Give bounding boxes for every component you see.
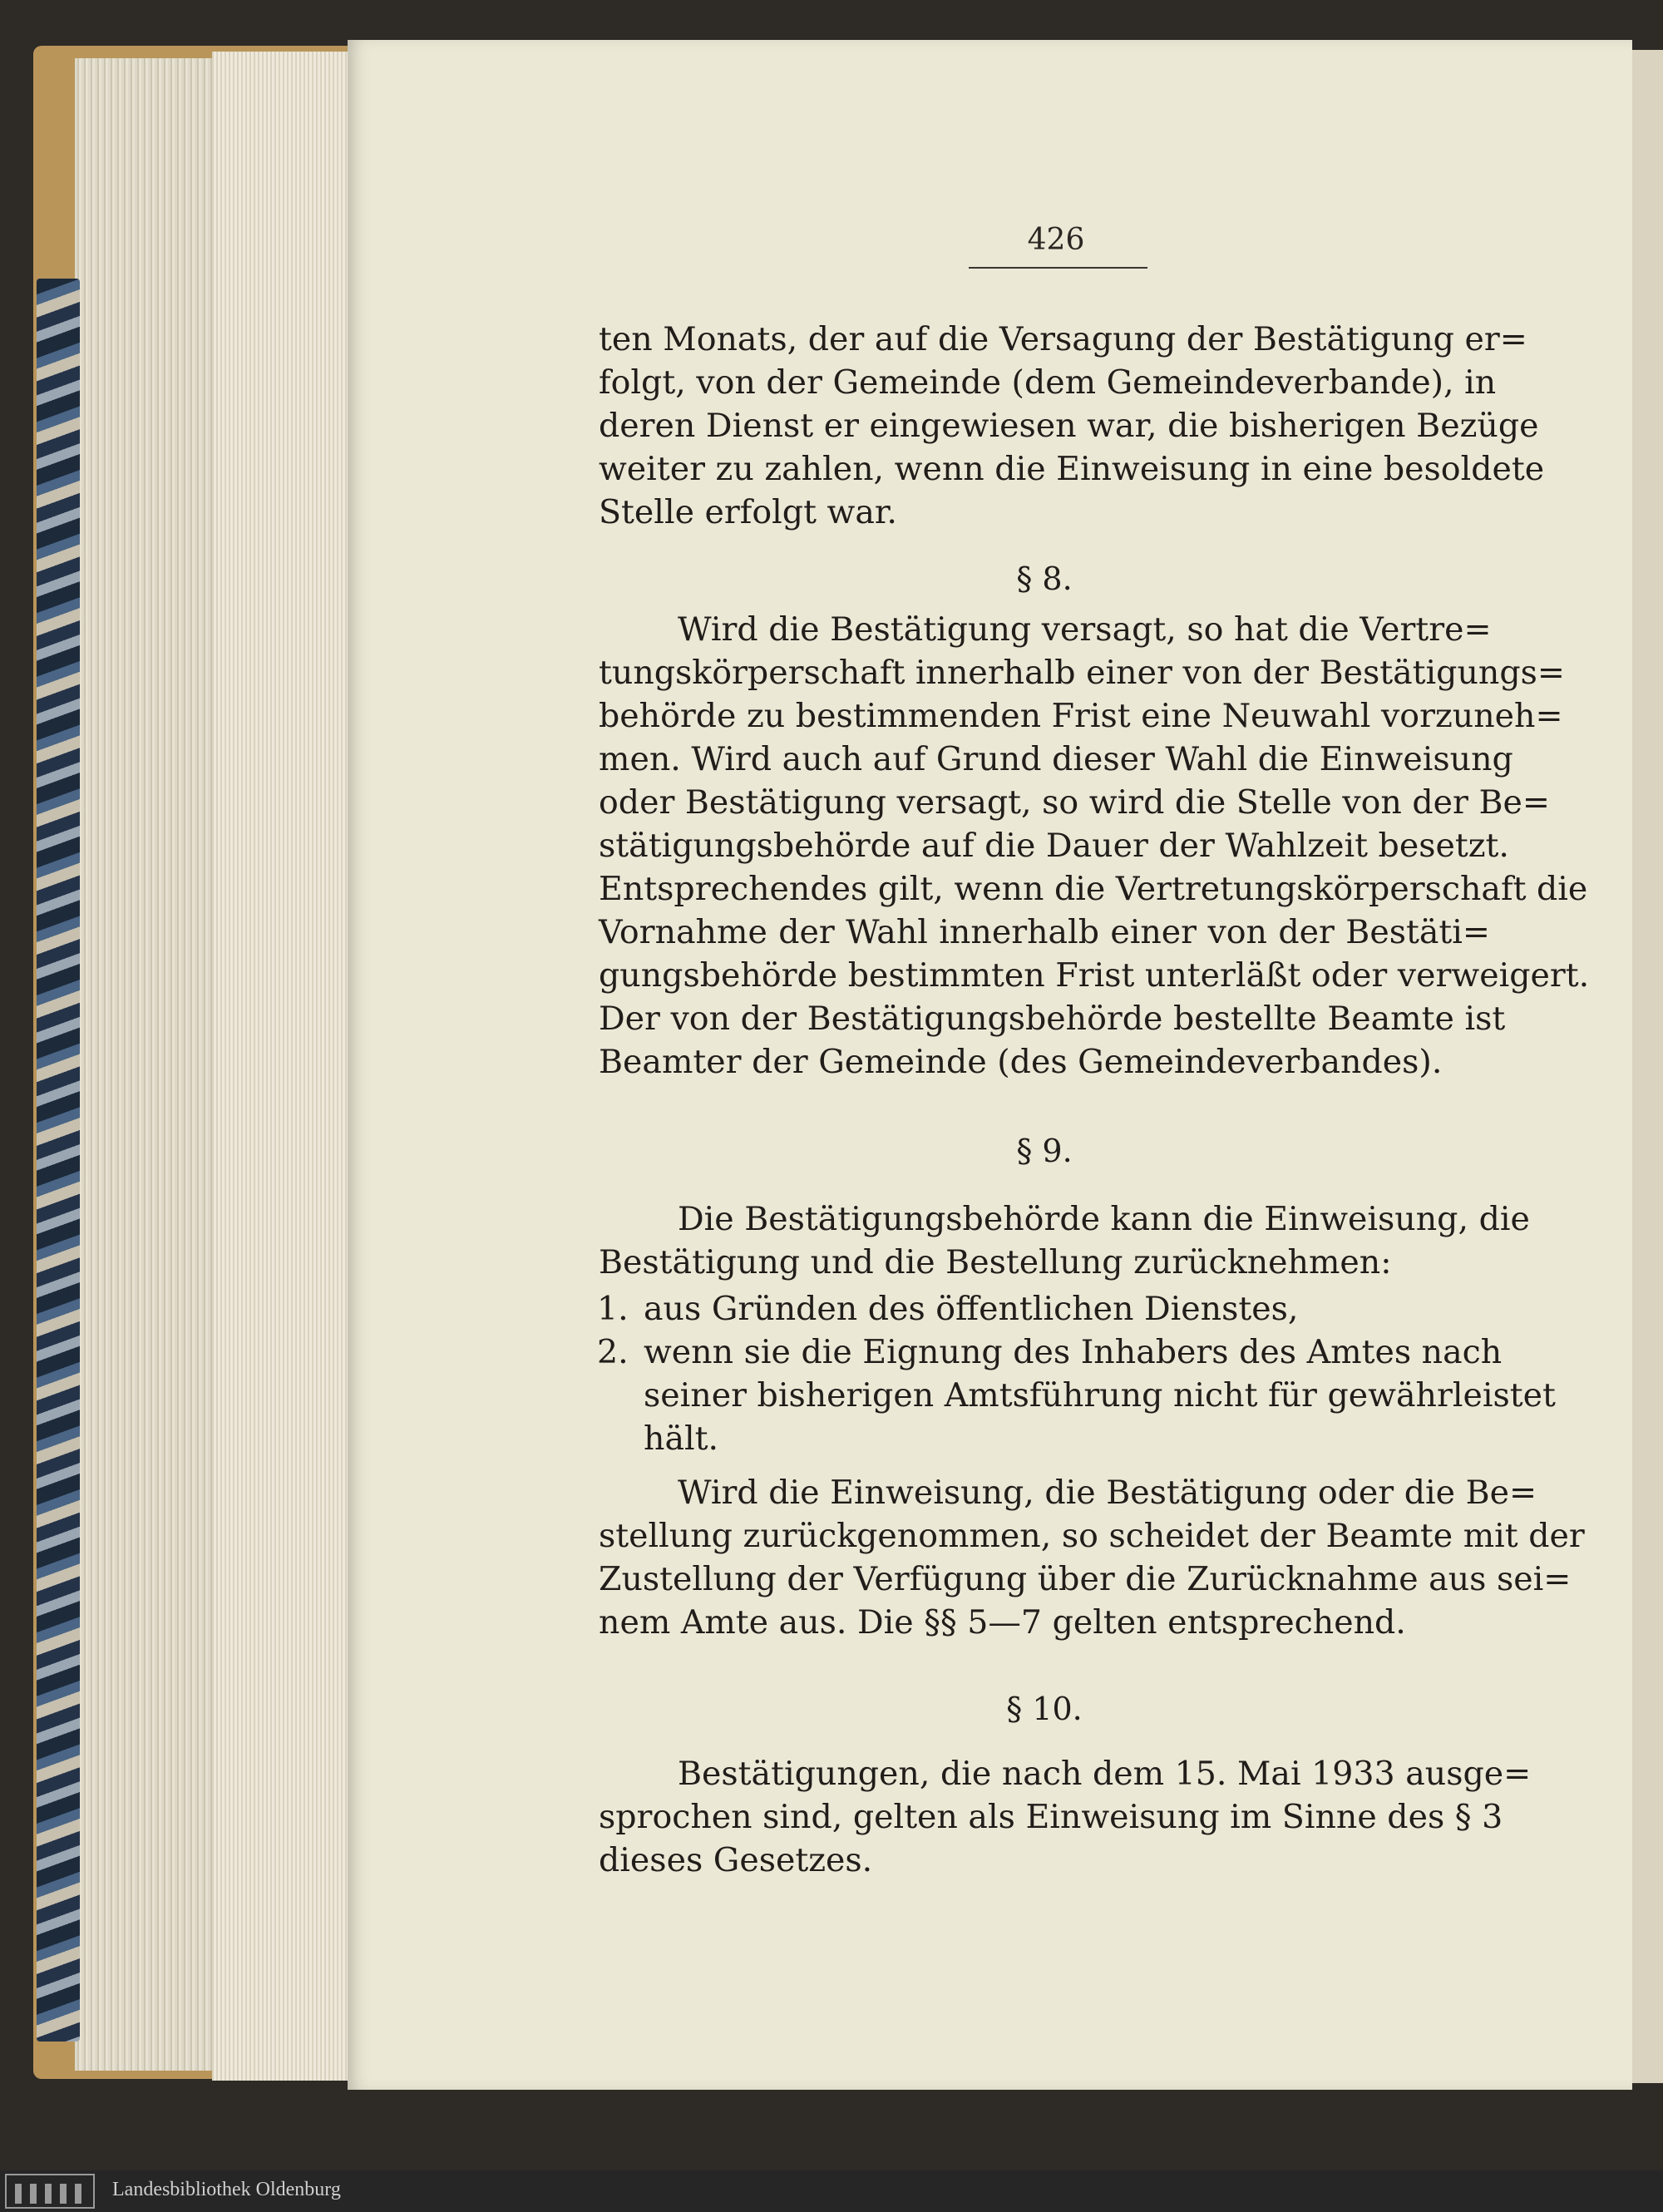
text-line: Wird die Einweisung, die Bestätigung oder die Be=: [678, 1474, 1537, 1512]
text-line: Beamter der Gemeinde (des Gemeindeverbandes).: [599, 1043, 1443, 1081]
text-line: stellung zurückgenommen, so scheidet der Beamte mit der: [599, 1517, 1585, 1555]
text-line: behörde zu bestimmenden Frist eine Neuwahl vorzuneh=: [599, 697, 1563, 735]
text-line: stätigungsbehörde auf die Dauer der Wahlzeit besetzt.: [599, 827, 1509, 865]
header-rule: [969, 267, 1147, 269]
text-line: hält.: [644, 1420, 719, 1458]
paragraph-continuation: [599, 318, 1545, 534]
library-logo-icon: [5, 2174, 95, 2209]
section-10-paragraph: [599, 1752, 1532, 1882]
text-line: seiner bisherigen Amtsführung nicht für gewährleistet: [644, 1376, 1556, 1415]
text-line: weiter zu zahlen, wenn die Einweisung in eine besoldete: [599, 450, 1545, 488]
text-line: nem Amte aus. Die §§ 5—7 gelten entsprechend.: [599, 1603, 1406, 1642]
text-line: gungsbehörde bestimmten Frist unterläßt oder verweigert.: [599, 956, 1590, 995]
text-line: Die Bestätigungsbehörde kann die Einweisung, die: [678, 1200, 1530, 1238]
section-heading-9: § 9.: [1016, 1133, 1073, 1169]
marbled-edge: [37, 279, 80, 2042]
text-line: Bestätigungen, die nach dem 15. Mai 1933 ausge=: [678, 1755, 1532, 1793]
text-line: wenn sie die Eignung des Inhabers des Amtes nach: [644, 1333, 1503, 1371]
section-heading-10: § 10.: [1006, 1691, 1083, 1727]
text-line: deren Dienst er eingewiesen war, die bisherigen Bezüge: [599, 407, 1539, 445]
section-8-paragraph: [599, 608, 1590, 1084]
section-heading-8: § 8.: [1016, 560, 1073, 597]
text-line: ten Monats, der auf die Versagung der Bestätigung er=: [599, 320, 1527, 358]
section-9-paragraph: [599, 1471, 1585, 1644]
text-line: Wird die Bestätigung versagt, so hat die Vertre=: [678, 610, 1492, 649]
page-edges-inner: [212, 52, 349, 2081]
text-line: Entsprechendes gilt, wenn die Vertretungskörperschaft die: [599, 870, 1588, 908]
text-line: Der von der Bestätigungsbehörde bestellte Beamte ist: [599, 1000, 1506, 1038]
page-number: 426: [1027, 223, 1085, 257]
section-9-intro: [599, 1197, 1530, 1284]
list-item: [597, 1287, 1490, 1331]
text-line: Zustellung der Verfügung über die Zurücknahme aus sei=: [599, 1560, 1572, 1598]
text-line: sprochen sind, gelten als Einweisung im Sinne des § 3: [599, 1798, 1503, 1836]
text-line: oder Bestätigung versagt, so wird die Stelle von der Be=: [599, 783, 1550, 822]
list-item-number: 2.: [597, 1333, 629, 1371]
library-name: Landesbibliothek Oldenburg: [112, 2179, 341, 2200]
text-line: Bestätigung und die Bestellung zurücknehmen:: [599, 1243, 1392, 1281]
text-line: folgt, von der Gemeinde (dem Gemeindeverbande), in: [599, 363, 1497, 402]
list-item: [597, 1331, 1556, 1460]
text-line: dieses Gesetzes.: [599, 1841, 873, 1879]
text-line: Stelle erfolgt war.: [599, 493, 897, 531]
list-item-number: 1.: [597, 1290, 629, 1328]
text-line: tungskörperschaft innerhalb einer von der Bestätigungs=: [599, 654, 1565, 692]
text-line: aus Gründen des öffentlichen Dienstes,: [644, 1290, 1299, 1328]
text-line: men. Wird auch auf Grund dieser Wahl die Einweisung: [599, 740, 1513, 778]
text-line: Vornahme der Wahl innerhalb einer von der Bestäti=: [599, 913, 1490, 951]
